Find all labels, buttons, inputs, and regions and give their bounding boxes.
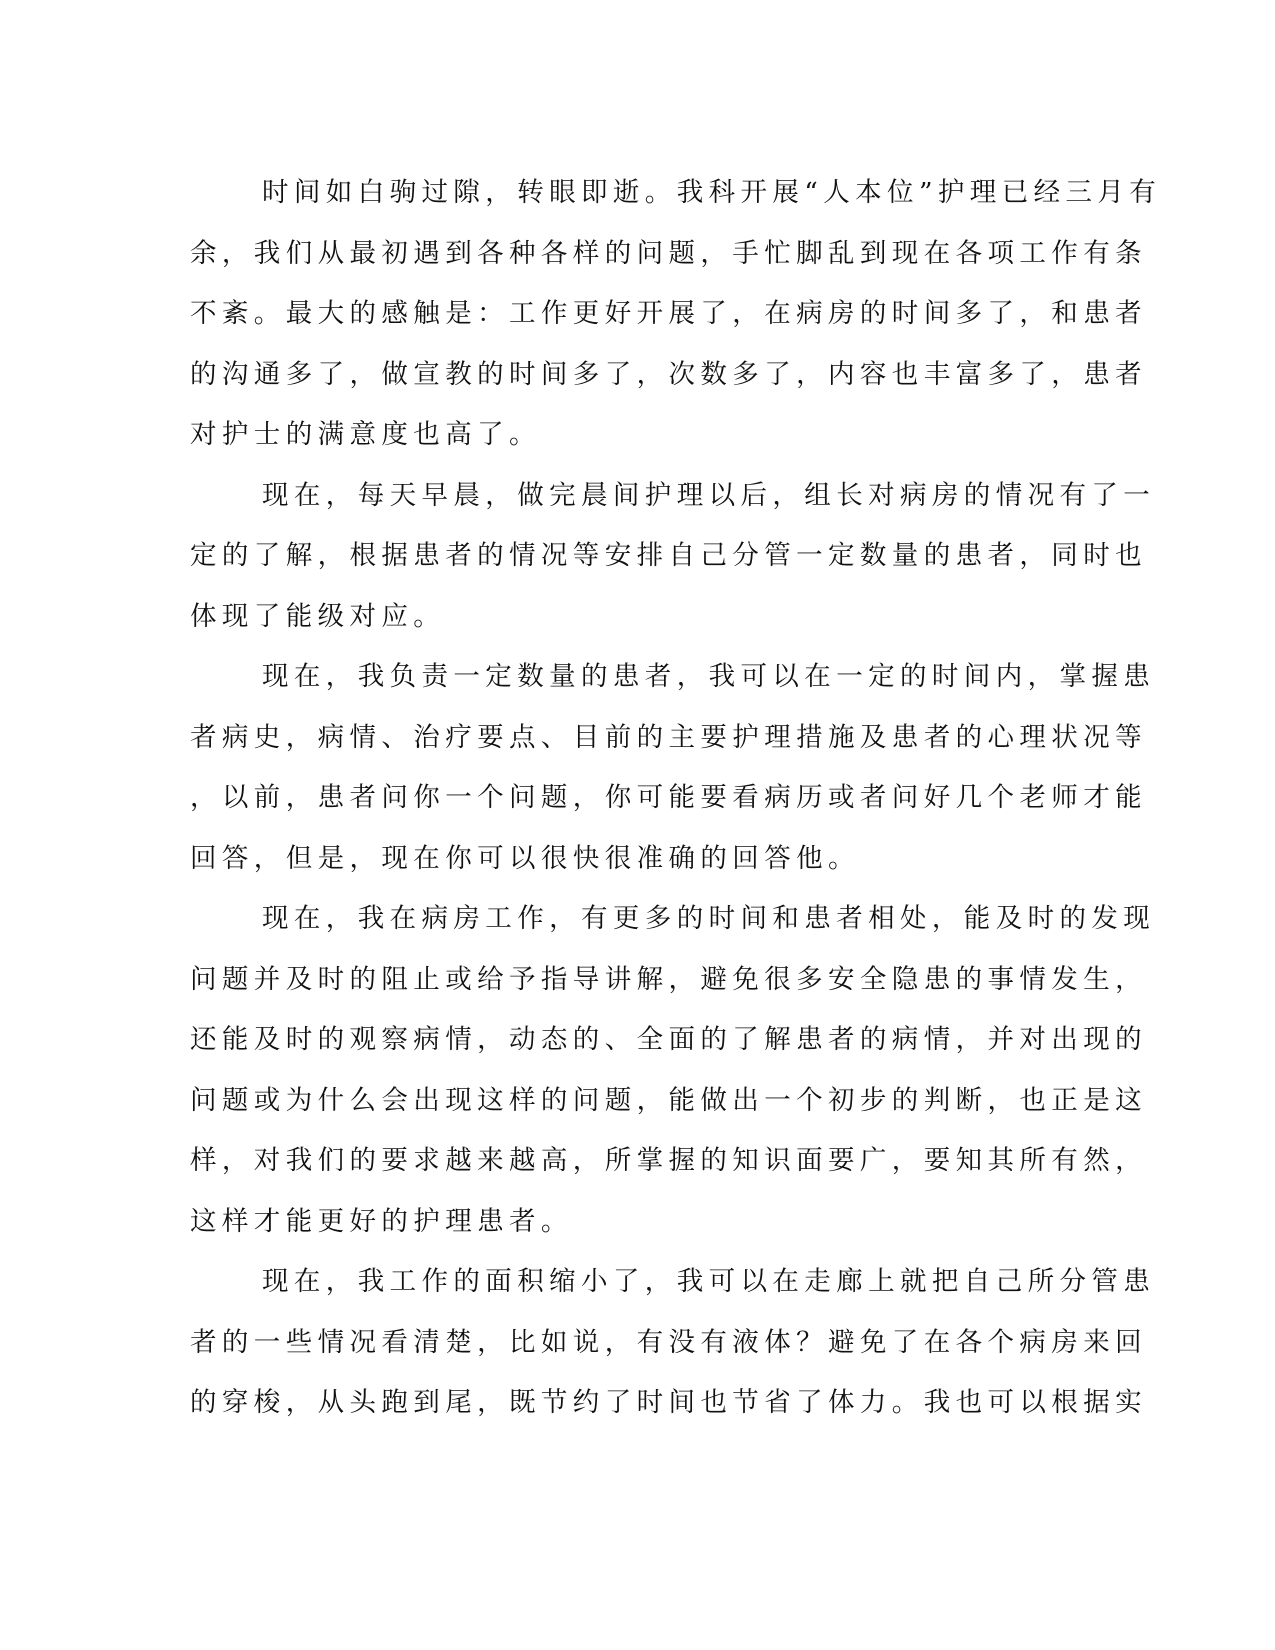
paragraph-line: 现在，我负责一定数量的患者，我可以在一定的时间内，掌握患 (262, 661, 1156, 692)
paragraph-line: 定的了解，根据患者的情况等安排自己分管一定数量的患者，同时也 (190, 540, 1147, 571)
paragraph-line: 这样才能更好的护理患者。 (190, 1205, 573, 1237)
paragraph-line: 现在，我在病房工作，有更多的时间和患者相处，能及时的发现 (262, 903, 1156, 934)
paragraph-line: 对护士的满意度也高了。 (190, 419, 541, 450)
paragraph-line: 余，我们从最初遇到各种各样的问题，手忙脚乱到现在各项工作有条 (190, 237, 1147, 269)
document-body (190, 163, 1162, 1434)
paragraph-line: 问题并及时的阻止或给予指导讲解，避免很多安全隐患的事情发生， (190, 963, 1147, 995)
paragraph-line: 回答，但是，现在你可以很快很准确的回答他。 (190, 842, 860, 874)
paragraph-5 (190, 1252, 1156, 1434)
paragraph-4 (190, 889, 1156, 1252)
paragraph-line: 现在，每天早晨，做完晨间护理以后，组长对病房的情况有了一 (262, 479, 1156, 511)
paragraph-line: 现在，我工作的面积缩小了，我可以在走廊上就把自己所分管患 (262, 1266, 1156, 1297)
paragraph-line: 样，对我们的要求越来越高，所掌握的知识面要广，要知其所有然， (190, 1145, 1147, 1176)
paragraph-line: 问题或为什么会出现这样的问题，能做出一个初步的判断，也正是这 (190, 1084, 1147, 1116)
paragraph-3 (190, 647, 1156, 889)
paragraph-line: 体现了能级对应。 (190, 600, 446, 632)
paragraph-1 (190, 163, 1162, 466)
paragraph-line: 者的一些情况看清楚，比如说，有没有液体？避免了在各个病房来回 (190, 1326, 1147, 1358)
paragraph-line: 者病史，病情、治疗要点、目前的主要护理措施及患者的心理状况等 (190, 721, 1147, 753)
paragraph-line: 时间如白驹过隙，转眼即逝。我科开展“人本位”护理已经三月有 (262, 177, 1162, 208)
paragraph-line: ，以前，患者问你一个问题，你可能要看病历或者问好几个老师才能 (190, 782, 1147, 813)
paragraph-line: 不紊。最大的感触是：工作更好开展了，在病房的时间多了，和患者 (190, 298, 1147, 329)
paragraph-line: 的沟通多了，做宣教的时间多了，次数多了，内容也丰富多了，患者 (190, 358, 1147, 390)
paragraph-line: 的穿梭，从头跑到尾，既节约了时间也节省了体力。我也可以根据实 (190, 1387, 1147, 1418)
paragraph-2 (190, 466, 1156, 648)
paragraph-line: 还能及时的观察病情，动态的、全面的了解患者的病情，并对出现的 (190, 1024, 1147, 1055)
